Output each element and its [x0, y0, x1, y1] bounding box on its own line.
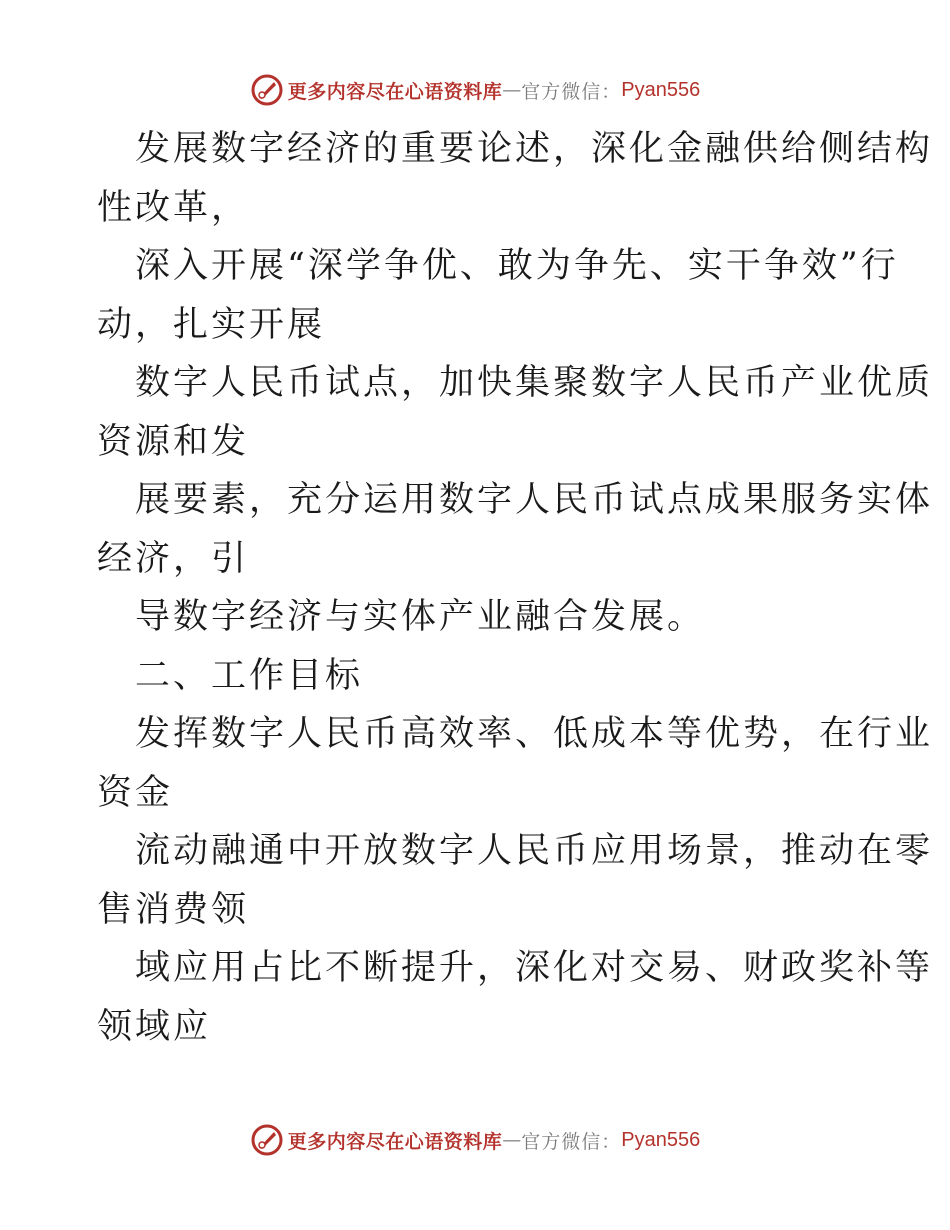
watermark-wechat-id: Pyan556 — [621, 78, 701, 101]
text-line: 动，扎实开展 — [97, 304, 326, 345]
text-line: 资源和发 — [97, 421, 250, 462]
text-line: 发挥数字人民币高效率、低成本等优势，在行业 — [135, 714, 934, 754]
quill-logo-icon — [250, 73, 284, 107]
watermark-wechat-id: Pyan556 — [621, 1128, 701, 1151]
section-heading: 二、工作目标 — [135, 655, 364, 696]
text-line: 发展数字经济的重要论述，深化金融供给侧结构 — [135, 129, 934, 169]
quill-logo-icon — [250, 1123, 284, 1157]
watermark-dash: — — [502, 1129, 522, 1151]
text-line: 领域应 — [97, 1006, 212, 1047]
watermark-dash: — — [502, 79, 522, 101]
text-line: 经济，引 — [97, 538, 250, 579]
text-line: 性改革， — [97, 187, 250, 228]
text-line: 展要素，充分运用数字人民币试点成果服务实体 — [135, 480, 934, 520]
text-line: 流动融通中开放数字人民币应用场景，推动在零 — [135, 831, 934, 871]
text-line: 域应用占比不断提升，深化对交易、财政奖补等 — [135, 948, 934, 988]
header-watermark — [0, 70, 950, 110]
watermark-official-label: 官方微信： — [521, 1130, 622, 1153]
text-line: 资金 — [97, 772, 174, 813]
text-line: 导数字经济与实体产业融合发展。 — [135, 597, 706, 637]
document-body — [97, 120, 934, 1056]
text-line: 售消费领 — [97, 889, 250, 930]
watermark-official-label: 官方微信： — [521, 80, 622, 103]
footer-watermark — [0, 1120, 950, 1160]
text-line: 深入开展“深学争优、敢为争先、实干争效”行 — [135, 246, 899, 286]
text-line: 数字人民币试点，加快集聚数字人民币产业优质 — [135, 363, 934, 403]
watermark-main-text: 更多内容尽在心语资料库 — [287, 1130, 503, 1153]
watermark-main-text: 更多内容尽在心语资料库 — [287, 80, 503, 103]
